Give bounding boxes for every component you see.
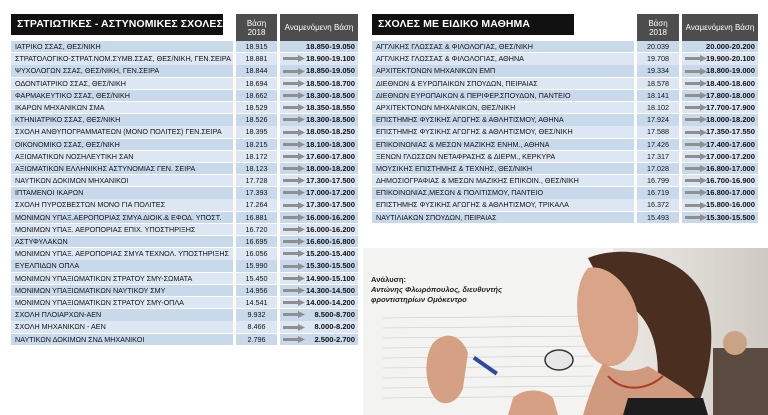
school-name: ΣΧΟΛΗ ΜΗΧΑΝΙΚΩΝ - ΑΕΝ [11, 321, 233, 332]
expected-base-value: 16.600-16.800 [306, 237, 355, 246]
school-name: ΕΠΙΣΤΗΜΗΣ ΦΥΣΙΚΗΣ ΑΓΩΓΗΣ & ΑΘΛΗΤΙΣΜΟΥ, ΘΕΣ/ΝΙΚΗ [372, 126, 634, 137]
arrow-right-icon [685, 153, 707, 160]
base-2018-value: 14.541 [236, 297, 277, 308]
expected-base-cell [682, 199, 758, 210]
expected-base-value: 17.350-17.550 [706, 127, 755, 137]
arrow-right-icon [283, 116, 305, 123]
base-2018-value: 18.915 [236, 41, 277, 52]
expected-base-value: 8.500-8.700 [314, 310, 355, 320]
expected-base-value: 16.700-16.900 [706, 176, 755, 186]
arrow-right-icon [283, 80, 305, 87]
expected-base-value: 20.000-20.200 [706, 42, 755, 51]
table-row [11, 273, 358, 285]
school-name: ΜΟΝΙΜΩΝ ΥΠΑΞ. ΑΕΡΟΠΟΡΙΑΣ ΣΜΥΑ ΤΕΧΝΟΛ. ΥΠΟΣΤΗΡΙΞΗΣ [11, 248, 233, 259]
expected-base-value: 17.000-17.200 [306, 188, 355, 198]
arrow-right-icon [283, 55, 305, 62]
school-name: ΕΥΕΛΠΙΔΩΝ ΟΠΛΑ [11, 260, 233, 271]
expected-base-cell [280, 151, 358, 162]
arrow-right-icon [685, 177, 707, 184]
base-2018-value: 17.924 [637, 114, 679, 125]
base-2018-value: 2.796 [236, 334, 277, 345]
expected-base-value: 19.900-20.100 [706, 54, 755, 64]
expected-base-cell [682, 114, 758, 125]
expected-base-cell [280, 90, 358, 101]
base-2018-value: 18.526 [236, 114, 277, 125]
expected-base-value: 18.050-18.250 [306, 127, 355, 137]
school-name: ΣΤΡΑΤΟΛΟΓΙΚΟ-ΣΤΡΑΤ.ΝΟΜ.ΣΥΜΒ.ΣΣΑΣ, ΘΕΣ/ΝΙΚΗ, ΓΕΝ.ΣΕΙΡΑ [11, 53, 233, 64]
base-2018-value: 20.039 [637, 41, 679, 52]
base-2018-value: 18.578 [637, 78, 679, 89]
base-2018-value: 16.719 [637, 187, 679, 198]
arrow-right-icon [685, 68, 707, 75]
expected-base-value: 17.400-17.600 [706, 139, 755, 149]
table-row [372, 199, 758, 211]
expected-base-value: 16.800-17.000 [706, 163, 755, 173]
expected-base-cell [280, 78, 358, 89]
table-title: ΣΤΡΑΤΙΩΤΙΚΕΣ - ΑΣΤΥΝΟΜΙΚΕΣ ΣΧΟΛΕΣ [11, 14, 223, 35]
expected-base-value: 18.350-18.550 [306, 102, 355, 112]
arrow-right-icon [685, 104, 707, 111]
expected-base-value: 17.000-17.200 [706, 151, 755, 161]
expected-base-cell [280, 212, 358, 223]
base-2018-value: 16.881 [236, 212, 277, 223]
table-row [11, 309, 358, 321]
school-name: ΙΚΑΡΩΝ ΜΗΧΑΝΙΚΩΝ ΣΜΑ [11, 102, 233, 113]
expected-base-cell [280, 260, 358, 271]
base-2018-value: 15.450 [236, 273, 277, 284]
table-row [11, 334, 358, 346]
expected-base-cell [280, 309, 358, 320]
school-name: ΔΙΕΘΝΩΝ & ΕΥΡΩΠΑΙΚΩΝ ΣΠΟΥΔΩΝ, ΠΕΙΡΑΙΑΣ [372, 78, 634, 89]
expected-base-value: 17.600-17.800 [306, 151, 355, 161]
base-2018-value: 19.334 [637, 65, 679, 76]
expected-base-value: 17.700-17.900 [706, 102, 755, 112]
base-2018-value: 17.426 [637, 139, 679, 150]
table-row [11, 65, 358, 77]
expected-base-value: 18.500-18.700 [306, 78, 355, 88]
expected-base-cell [280, 175, 358, 186]
expected-base-value: 15.300-15.500 [306, 261, 355, 271]
table-row [372, 175, 758, 187]
expected-base-cell [682, 53, 758, 64]
base-2018-value: 19.708 [637, 53, 679, 64]
arrow-right-icon [283, 189, 305, 196]
student-photo [363, 248, 768, 415]
school-name: ΣΧΟΛΗ ΠΛΟΙΑΡΧΩΝ-ΑΕΝ [11, 309, 233, 320]
arrow-right-icon [283, 287, 305, 294]
table-row [11, 102, 358, 114]
table-row [11, 248, 358, 260]
base-2018-value: 17.264 [236, 199, 277, 210]
analysis-author: Αντώνης Φλωρόπουλος, διευθυντής φροντιστηρίων Ομόκεντρο [371, 285, 503, 304]
expected-base-cell [280, 199, 358, 210]
table-row [11, 53, 358, 65]
table-row [11, 224, 358, 236]
school-name: ΕΠΙΣΤΗΜΗΣ ΦΥΣΙΚΗΣ ΑΓΩΓΗΣ & ΑΘΛΗΤΙΣΜΟΥ, ΤΡΙΚΑΛΑ [372, 199, 634, 210]
base-2018-value: 16.056 [236, 248, 277, 259]
column-header-base: Βάση 2018 [236, 14, 277, 41]
expected-base-value: 17.300-17.500 [306, 176, 355, 186]
school-name: ΣΧΟΛΗ ΑΝΘΥΠΟΓΡΑΜΜΑΤΕΩΝ (ΜΟΝΟ ΠΟΛΙΤΕΣ) ΓΕΝ.ΣΕΙΡΑ [11, 126, 233, 137]
table-row [11, 90, 358, 102]
expected-base-cell [682, 102, 758, 113]
expected-base-value: 15.800-16.000 [706, 200, 755, 210]
expected-base-value: 15.200-15.400 [306, 249, 355, 259]
table-header [11, 14, 358, 41]
table-row [11, 187, 358, 199]
base-2018-value: 16.720 [236, 224, 277, 235]
expected-base-value: 18.850-19.050 [306, 42, 355, 51]
column-header-expected: Αναμενόμενη Βάση [280, 14, 358, 41]
expected-base-value: 2.500-2.700 [314, 334, 355, 344]
expected-base-cell [280, 285, 358, 296]
table-row [372, 187, 758, 199]
expected-base-value: 18.400-18.600 [706, 78, 755, 88]
school-name: ΜΟΝΙΜΩΝ ΥΠΑΞΙΩΜΑΤΙΚΩΝ ΣΤΡΑΤΟΥ ΣΜΥ-ΣΩΜΑΤΑ [11, 273, 233, 284]
base-2018-value: 9.932 [236, 309, 277, 320]
arrow-right-icon [283, 202, 305, 209]
student-photo-illustration [363, 248, 768, 415]
expected-base-cell [280, 139, 358, 150]
table-row [372, 163, 758, 175]
base-2018-value: 18.844 [236, 65, 277, 76]
arrow-right-icon [283, 226, 305, 233]
table-row [11, 285, 358, 297]
table-row [372, 90, 758, 102]
school-name: ΜΟΥΣΙΚΗΣ ΕΠΙΣΤΗΜΗΣ & ΤΕΧΝΗΣ, ΘΕΣ/ΝΙΚΗ [372, 163, 634, 174]
school-name: ΝΑΥΤΙΚΩΝ ΔΟΚΙΜΩΝ ΜΗΧΑΝΙΚΟΙ [11, 175, 233, 186]
base-2018-value: 18.215 [236, 139, 277, 150]
base-2018-value: 8.466 [236, 321, 277, 332]
arrow-right-icon [283, 311, 305, 318]
arrow-right-icon [283, 104, 305, 111]
table-row [11, 199, 358, 211]
table-row [11, 114, 358, 126]
base-2018-value: 18.123 [236, 163, 277, 174]
expected-base-cell [280, 273, 358, 284]
military-police-schools-table [11, 14, 358, 346]
table-row [11, 175, 358, 187]
arrow-right-icon [685, 92, 707, 99]
table-row [11, 297, 358, 309]
base-2018-value: 18.881 [236, 53, 277, 64]
school-name: ΕΠΙΚΟΙΝΩΝΙΑΣ & ΜΕΣΩΝ ΜΑΖΙΚΗΣ ΕΝΗΜ., ΑΘΗΝΑ [372, 139, 634, 150]
school-name: ΜΟΝΙΜΩΝ ΥΠΑΞΙΩΜΑΤΙΚΩΝ ΣΤΡΑΤΟΥ ΣΜΥ-ΟΠΛΑ [11, 297, 233, 308]
special-subject-schools-table [372, 14, 758, 224]
arrow-right-icon [283, 299, 305, 306]
table-row [372, 41, 758, 53]
arrow-right-icon [685, 129, 707, 136]
school-name: ΚΤΗΝΙΑΤΡΙΚΟ ΣΣΑΣ, ΘΕΣ/ΝΙΚΗ [11, 114, 233, 125]
school-name: ΨΥΧΟΛΟΓΩΝ ΣΣΑΣ, ΘΕΣ/ΝΙΚΗ, ΓΕΝ.ΣΕΙΡΑ [11, 65, 233, 76]
expected-base-cell [280, 236, 358, 247]
expected-base-cell [682, 65, 758, 76]
expected-base-value: 16.000-16.200 [306, 212, 355, 222]
column-header-base: Βάση 2018 [637, 14, 679, 41]
school-name: ΕΠΙΚΟΙΝΩΝΙΑΣ,ΜΕΣΩΝ & ΠΟΛΙΤΙΣΜΟΥ, ΠΑΝΤΕΙΟ [372, 187, 634, 198]
arrow-right-icon [685, 80, 707, 87]
table-row [11, 139, 358, 151]
table-row [11, 163, 358, 175]
school-name: ΦΑΡΜΑΚΕΥΤΙΚΟ ΣΣΑΣ, ΘΕΣ/ΝΙΚΗ [11, 90, 233, 101]
base-2018-value: 17.028 [637, 163, 679, 174]
analysis-label: Ανάλυση: [371, 275, 406, 284]
table-body [372, 41, 758, 224]
expected-base-cell [682, 163, 758, 174]
school-name: ΙΑΤΡΙΚΟ ΣΣΑΣ, ΘΕΣ/ΝΙΚΗ [11, 41, 233, 52]
expected-base-cell [682, 78, 758, 89]
expected-base-cell [280, 126, 358, 137]
base-2018-value: 16.799 [637, 175, 679, 186]
expected-base-cell [280, 334, 358, 345]
arrow-right-icon [283, 250, 305, 257]
arrow-right-icon [283, 238, 305, 245]
school-name: ΔΙΕΘΝΩΝ ΕΥΡΩΠΑΙΚΩΝ & ΠΕΡΙΦΕΡ.ΣΠΟΥΔΩΝ, ΠΑΝΤΕΙΟ [372, 90, 634, 101]
expected-base-value: 16.800-17.000 [706, 188, 755, 198]
table-body [11, 41, 358, 346]
arrow-right-icon [283, 324, 305, 331]
school-name: ΣΧΟΛΗ ΠΥΡΟΣΒΕΣΤΩΝ ΜΟΝΟ ΓΙΑ ΠΟΛΙΤΕΣ [11, 199, 233, 210]
school-name: ΙΠΤΑΜΕΝΟΙ ΙΚΑΡΩΝ [11, 187, 233, 198]
arrow-right-icon [283, 129, 305, 136]
expected-base-value: 18.000-18.200 [306, 163, 355, 173]
expected-base-cell [280, 65, 358, 76]
expected-base-cell [280, 248, 358, 259]
expected-base-value: 8.000-8.200 [314, 322, 355, 332]
arrow-right-icon [283, 336, 305, 343]
school-name: ΑΞΙΩΜΑΤΙΚΩΝ ΕΛΛΗΝΙΚΗΣ ΑΣΤΥΝΟΜΙΑΣ ΓΕΝ. ΣΕΙΡΑ [11, 163, 233, 174]
arrow-right-icon [283, 92, 305, 99]
expected-base-cell [682, 41, 758, 52]
expected-base-cell [682, 139, 758, 150]
expected-base-value: 14.900-15.100 [306, 273, 355, 283]
school-name: ΔΗΜΟΣΙΟΓΡΑΦΙΑΣ & ΜΕΣΩΝ ΜΑΖΙΚΗΣ ΕΠΙΚΟΙΝ., ΘΕΣ/ΝΙΚΗ [372, 175, 634, 186]
school-name: ΜΟΝΙΜΩΝ ΥΠΑΞ.ΑΕΡΟΠΟΡΙΑΣ ΣΜΥΑ ΔΙΟΙΚ.& ΕΦΟΔ. ΥΠΟΣΤ. [11, 212, 233, 223]
expected-base-cell [682, 90, 758, 101]
base-2018-value: 17.317 [637, 151, 679, 162]
expected-base-value: 18.100-18.300 [306, 139, 355, 149]
table-row [372, 65, 758, 77]
arrow-right-icon [685, 116, 707, 123]
arrow-right-icon [283, 165, 305, 172]
expected-base-cell [280, 53, 358, 64]
school-name: ΟΔΟΝΤΙΑΤΡΙΚΟ ΣΣΑΣ, ΘΕΣ/ΝΙΚΗ [11, 78, 233, 89]
expected-base-value: 18.300-18.500 [306, 90, 355, 100]
arrow-right-icon [685, 141, 707, 148]
school-name: ΞΕΝΩΝ ΓΛΩΣΣΩΝ ΝΕΤΑΦΡΑΣΗΣ & ΔΙΕΡΜ., ΚΕΡΚΥΡΑ [372, 151, 634, 162]
table-row [372, 78, 758, 90]
expected-base-value: 14.000-14.200 [306, 297, 355, 307]
base-2018-value: 18.141 [637, 90, 679, 101]
expected-base-value: 14.300-14.500 [306, 285, 355, 295]
arrow-right-icon [283, 214, 305, 221]
expected-base-value: 16.000-16.200 [306, 224, 355, 234]
expected-base-cell [682, 151, 758, 162]
base-2018-value: 17.728 [236, 175, 277, 186]
table-row [372, 139, 758, 151]
table-row [11, 41, 358, 53]
expected-base-cell [280, 102, 358, 113]
expected-base-value: 18.300-18.500 [306, 115, 355, 125]
school-name: ΑΡΧΙΤΕΚΤΟΝΩΝ ΜΗΧΑΝΙΚΩΝ, ΘΕΣ/ΝΙΚΗ [372, 102, 634, 113]
expected-base-cell [280, 41, 358, 52]
table-title: ΣΧΟΛΕΣ ΜΕ ΕΙΔΙΚΟ ΜΑΘΗΜΑ [372, 14, 574, 35]
school-name: ΑΞΙΩΜΑΤΙΚΩΝ ΝΟΣΗΛΕΥΤΙΚΗ ΣΑΝ [11, 151, 233, 162]
expected-base-cell [280, 321, 358, 332]
expected-base-value: 17.300-17.500 [306, 200, 355, 210]
base-2018-value: 16.372 [637, 199, 679, 210]
arrow-right-icon [283, 141, 305, 148]
school-name: ΑΓΓΛΙΚΗΣ ΓΛΩΣΣΑΣ & ΦΙΛΟΛΟΓΙΑΣ, ΘΕΣ/ΝΙΚΗ [372, 41, 634, 52]
arrow-right-icon [283, 275, 305, 282]
school-name: ΜΟΝΙΜΩΝ ΥΠΑΞΙΩΜΑΤΙΚΩΝ ΝΑΥΤΙΚΟΥ ΣΜΥ [11, 285, 233, 296]
expected-base-value: 18.850-19.050 [306, 66, 355, 76]
school-name: ΟΙΚΟΝΟΜΙΚΟ ΣΣΑΣ, ΘΕΣ/ΝΙΚΗ [11, 139, 233, 150]
expected-base-cell [682, 187, 758, 198]
base-2018-value: 15.493 [637, 212, 679, 223]
table-row [11, 212, 358, 224]
table-row [372, 151, 758, 163]
school-name: ΑΣΤΥΦΥΛΑΚΩΝ [11, 236, 233, 247]
arrow-right-icon [685, 202, 707, 209]
arrow-right-icon [685, 55, 707, 62]
school-name: ΑΡΧΙΤΕΚΤΟΝΩΝ ΜΗΧΑΝΙΚΩΝ ΕΜΠ [372, 65, 634, 76]
expected-base-cell [682, 212, 758, 223]
expected-base-cell [280, 224, 358, 235]
arrow-right-icon [685, 189, 707, 196]
school-name: ΝΑΥΤΙΚΩΝ ΔΟΚΙΜΩΝ ΣΝΔ ΜΗΧΑΝΙΚΟΙ [11, 334, 233, 345]
expected-base-cell [682, 126, 758, 137]
expected-base-cell [280, 114, 358, 125]
expected-base-cell [280, 297, 358, 308]
table-row [372, 114, 758, 126]
school-name: ΝΑΥΤΙΛΙΑΚΩΝ ΣΠΟΥΔΩΝ, ΠΕΙΡΑΙΑΣ [372, 212, 634, 223]
expected-base-value: 18.800-19.000 [706, 66, 755, 76]
expected-base-cell [682, 175, 758, 186]
table-row [372, 126, 758, 138]
expected-base-value: 15.300-15.500 [706, 212, 755, 222]
analysis-credit [371, 275, 531, 305]
table-header [372, 14, 758, 41]
base-2018-value: 18.529 [236, 102, 277, 113]
table-row [372, 102, 758, 114]
base-2018-value: 15.990 [236, 260, 277, 271]
expected-base-value: 18.000-18.200 [706, 115, 755, 125]
column-header-expected: Αναμενόμενη Βάση [682, 14, 758, 41]
arrow-right-icon [283, 153, 305, 160]
school-name: ΜΟΝΙΜΩΝ ΥΠΑΞ. ΑΕΡΟΠΟΡΙΑΣ ΕΠΙΧ. ΥΠΟΣΤΗΡΙΞΗΣ [11, 224, 233, 235]
base-2018-value: 18.662 [236, 90, 277, 101]
table-row [11, 236, 358, 248]
base-2018-value: 16.695 [236, 236, 277, 247]
expected-base-value: 18.900-19.100 [306, 54, 355, 64]
table-row [11, 78, 358, 90]
table-row [372, 53, 758, 65]
expected-base-value: 17.800-18.000 [706, 90, 755, 100]
school-name: ΑΓΓΛΙΚΗΣ ΓΛΩΣΣΑΣ & ΦΙΛΟΛΟΓΙΑΣ, ΑΘΗΝΑ [372, 53, 634, 64]
expected-base-cell [280, 163, 358, 174]
base-2018-value: 14.956 [236, 285, 277, 296]
base-2018-value: 18.102 [637, 102, 679, 113]
base-2018-value: 18.172 [236, 151, 277, 162]
table-row [11, 126, 358, 138]
table-row [11, 321, 358, 333]
arrow-right-icon [685, 214, 707, 221]
table-row [11, 151, 358, 163]
base-2018-value: 17.393 [236, 187, 277, 198]
school-name: ΕΠΙΣΤΗΜΗΣ ΦΥΣΙΚΗΣ ΑΓΩΓΗΣ & ΑΘΛΗΤΙΣΜΟΥ, ΑΘΗΝΑ [372, 114, 634, 125]
arrow-right-icon [283, 68, 305, 75]
table-row [11, 260, 358, 272]
base-2018-value: 18.694 [236, 78, 277, 89]
arrow-right-icon [283, 177, 305, 184]
expected-base-cell [280, 187, 358, 198]
arrow-right-icon [685, 165, 707, 172]
table-row [372, 212, 758, 224]
arrow-right-icon [283, 263, 305, 270]
base-2018-value: 18.395 [236, 126, 277, 137]
base-2018-value: 17.588 [637, 126, 679, 137]
